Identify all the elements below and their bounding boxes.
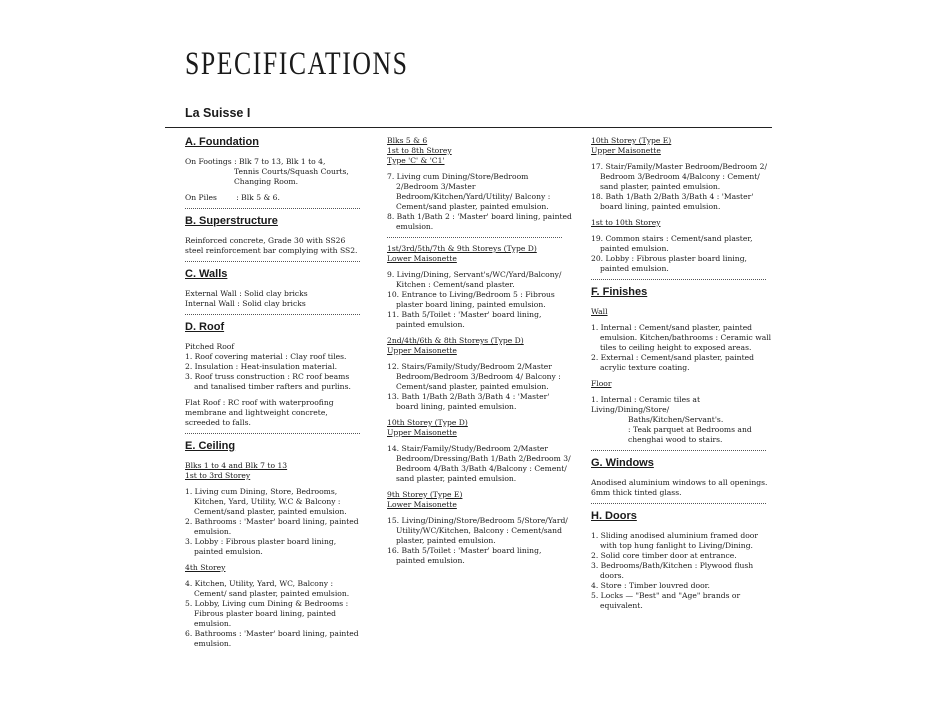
list-item: 3. Bedrooms/Bath/Kitchen : Plywood flush doors. bbox=[591, 561, 754, 580]
list-item: 5. Lobby, Living cum Dining & Bedrooms : Fibrous plaster board lining, painted emulsion. bbox=[185, 599, 349, 628]
footings-line: Tennis Courts/Squash Courts, bbox=[234, 167, 349, 176]
list-item: 16. Bath 5/Toilet : 'Master' board lining, painted emulsion. bbox=[387, 546, 542, 565]
column-3 bbox=[591, 136, 776, 611]
section-superstructure-heading: B. Superstructure bbox=[185, 215, 278, 227]
section-ceiling-heading: E. Ceiling bbox=[185, 440, 236, 452]
footings-line: Changing Room. bbox=[234, 177, 299, 186]
group-sublabel: Upper Maisonette bbox=[387, 346, 457, 355]
list-item: 20. Lobby : Fibrous plaster board lining, painted emulsion. bbox=[591, 254, 747, 273]
column-2 bbox=[387, 136, 572, 566]
group-label: 1st to 10th Storey bbox=[591, 218, 661, 227]
list-item: 11. Bath 5/Toilet : 'Master' board lining, painted emulsion. bbox=[387, 310, 542, 329]
list-item: 2. External : Cement/sand plaster, painted acrylic texture coating. bbox=[591, 353, 754, 372]
list-item: 1. Living cum Dining, Store, Bedrooms, Kitchen, Yard, Utility, W.C & Balcony : Cement/sand plaster, painted emulsion. bbox=[185, 487, 347, 516]
divider bbox=[185, 314, 360, 315]
list-item: 6. Bathrooms : 'Master' board lining, painted emulsion. bbox=[185, 629, 359, 648]
list-item: 19. Common stairs : Cement/sand plaster, painted emulsion. bbox=[591, 234, 753, 253]
divider bbox=[591, 503, 766, 504]
list-item: 10. Entrance to Living/Bedroom 5 : Fibrous plaster board lining, painted emulsion. bbox=[387, 290, 555, 309]
footings-row bbox=[185, 157, 365, 167]
piles-value: Blk 5 & 6. bbox=[241, 193, 280, 202]
section-doors-heading: H. Doors bbox=[591, 510, 637, 522]
section-foundation-heading: A. Foundation bbox=[185, 136, 259, 148]
list-item: 14. Stair/Family/Study/Bedroom 2/Master Bedroom/Dressing/Bath 1/Bath 2/Bedroom 3/ Bedroom 4/Bath 3/Bath 4/Balcony : Cement/ sand plaster, painted emulsion. bbox=[387, 444, 571, 483]
superstructure-text: Reinforced concrete, Grade 30 with SS26 steel reinforcement bar complying with SS2. bbox=[185, 236, 358, 255]
roof-pitched-label: Pitched Roof bbox=[185, 342, 235, 351]
list-item: 9. Living/Dining, Servant's/WC/Yard/Balcony/ Kitchen : Cement/sand plaster. bbox=[387, 270, 562, 289]
list-item: 4. Kitchen, Utility, Yard, WC, Balcony : Cement/ sand plaster, painted emulsion. bbox=[185, 579, 350, 598]
list-item: 8. Bath 1/Bath 2 : 'Master' board lining, painted emulsion. bbox=[387, 212, 572, 231]
section-walls-heading: C. Walls bbox=[185, 268, 228, 280]
floor-line: : Teak parquet at Bedrooms and bbox=[628, 425, 752, 434]
list-item: 2. Solid core timber door at entrance. bbox=[591, 551, 737, 560]
divider bbox=[591, 450, 766, 451]
list-item: 1. Roof covering material : Clay roof tiles. bbox=[185, 352, 347, 361]
group-sublabel: Upper Maisonette bbox=[387, 428, 457, 437]
header-rule bbox=[165, 127, 772, 128]
walls-line: Internal Wall : Solid clay bricks bbox=[185, 299, 306, 308]
piles-row bbox=[185, 193, 365, 203]
divider bbox=[387, 237, 562, 238]
group-label: Blks 5 & 6 bbox=[387, 136, 428, 145]
floor-line: chenghai wood to stairs. bbox=[628, 435, 723, 444]
page-title: SPECIFICATIONS bbox=[185, 46, 409, 82]
group-label: 10th Storey (Type E) bbox=[591, 136, 672, 145]
list-item: 4. Store : Timber louvred door. bbox=[591, 581, 710, 590]
list-item: 1. Internal : Ceramic tiles at Living/Dining/Store/ bbox=[591, 395, 701, 414]
project-name: La Suisse I bbox=[185, 106, 251, 120]
ceiling-storey-label: 4th Storey bbox=[185, 563, 226, 572]
group-sublabel: Lower Maisonette bbox=[387, 254, 457, 263]
list-item: 3. Lobby : Fibrous plaster board lining, painted emulsion. bbox=[185, 537, 337, 556]
section-finishes-heading: F. Finishes bbox=[591, 286, 648, 298]
finishes-floor-label: Floor bbox=[591, 379, 612, 388]
windows-text: Anodised aluminium windows to all openings. 6mm thick tinted glass. bbox=[591, 478, 768, 497]
walls-line: External Wall : Solid clay bricks bbox=[185, 289, 308, 298]
list-item: 7. Living cum Dining/Store/Bedroom 2/Bedroom 3/Master Bedroom/Kitchen/Yard/Utility/ Balcony : Cement/sand plaster, painted emulsion. bbox=[387, 172, 551, 211]
finishes-wall-label: Wall bbox=[591, 307, 608, 316]
ceiling-blocks-label: Blks 1 to 4 and Blk 7 to 13 bbox=[185, 461, 288, 470]
list-item: 17. Stair/Family/Master Bedroom/Bedroom 2/ Bedroom 3/Bedroom 4/Balcony : Cement/ sand plaster, painted emulsion. bbox=[591, 162, 768, 191]
list-item: 13. Bath 1/Bath 2/Bath 3/Bath 4 : 'Master' board lining, painted emulsion. bbox=[387, 392, 550, 411]
group-label: 2nd/4th/6th & 8th Storeys (Type D) bbox=[387, 336, 524, 345]
group-sublabel: Upper Maisonette bbox=[591, 146, 661, 155]
footings-label: On Footings : bbox=[185, 157, 240, 166]
group-label: 1st/3rd/5th/7th & 9th Storeys (Type D) bbox=[387, 244, 537, 253]
list-item: 12. Stairs/Family/Study/Bedroom 2/Master Bedroom/Bedroom 3/Bedroom 4/ Balcony : Cement/sand plaster, painted emulsion. bbox=[387, 362, 561, 391]
list-item: 5. Locks — "Best" and "Age" brands or equivalent. bbox=[591, 591, 741, 610]
ceiling-storey-label: 1st to 3rd Storey bbox=[185, 471, 251, 480]
list-item: 2. Bathrooms : 'Master' board lining, painted emulsion. bbox=[185, 517, 359, 536]
piles-label: On Piles : bbox=[185, 193, 242, 202]
roof-flat-text: Flat Roof : RC roof with waterproofing membrane and lightweight concrete, screeded to falls. bbox=[185, 398, 334, 427]
divider bbox=[185, 208, 360, 209]
divider bbox=[591, 279, 766, 280]
section-windows-heading: G. Windows bbox=[591, 457, 654, 469]
list-item: 3. Roof truss construction : RC roof beams and tanalised timber rafters and purlins. bbox=[185, 372, 351, 391]
list-item: 1. Internal : Cement/sand plaster, painted emulsion. Kitchen/bathrooms : Ceramic wall tiles to ceiling height to exposed areas. bbox=[591, 323, 772, 352]
group-label: 9th Storey (Type E) bbox=[387, 490, 463, 499]
list-item: 18. Bath 1/Bath 2/Bath 3/Bath 4 : 'Master' board lining, painted emulsion. bbox=[591, 192, 754, 211]
divider bbox=[185, 433, 360, 434]
section-roof-heading: D. Roof bbox=[185, 321, 225, 333]
group-label: 10th Storey (Type D) bbox=[387, 418, 468, 427]
floor-line: Baths/Kitchen/Servant's. bbox=[628, 415, 724, 424]
list-item: 15. Living/Dining/Store/Bedroom 5/Store/Yard/ Utility/WC/Kitchen, Balcony : Cement/sand plaster, painted emulsion. bbox=[387, 516, 568, 545]
column-1 bbox=[185, 136, 365, 649]
footings-line: Blk 7 to 13, Blk 1 to 4, bbox=[239, 157, 326, 166]
group-label: 1st to 8th Storey bbox=[387, 146, 452, 155]
list-item: 1. Sliding anodised aluminium framed door with top hung fanlight to Living/Dining. bbox=[591, 531, 758, 550]
group-sublabel: Lower Maisonette bbox=[387, 500, 457, 509]
group-label: Type 'C' & 'C1' bbox=[387, 156, 445, 165]
divider bbox=[185, 261, 360, 262]
list-item: 2. Insulation : Heat-insulation material. bbox=[185, 362, 338, 371]
